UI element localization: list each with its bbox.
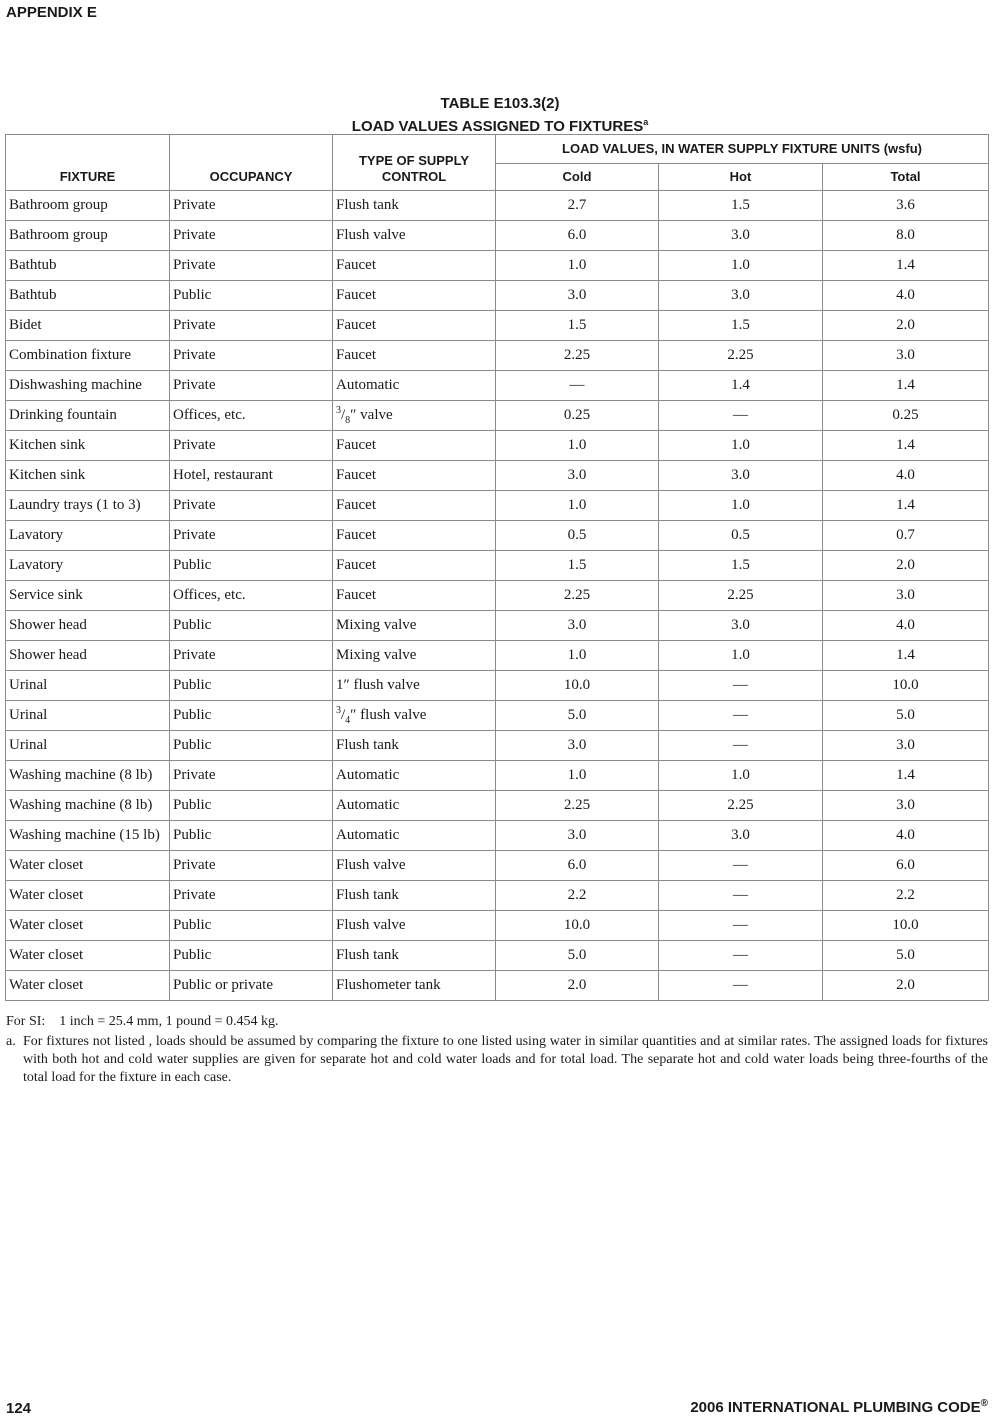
cell-cold: 2.0	[496, 971, 659, 1001]
cell-supply-control: Flush tank	[333, 881, 496, 911]
cell-occupancy: Private	[170, 251, 333, 281]
cell-supply-control: Flush valve	[333, 851, 496, 881]
table-row	[6, 881, 989, 911]
appendix-label: APPENDIX E	[6, 4, 97, 21]
table-row	[6, 581, 989, 611]
cell-occupancy: Private	[170, 641, 333, 671]
table-row	[6, 791, 989, 821]
footnote-si-conversion: For SI: 1 inch = 25.4 mm, 1 pound = 0.454 kg.	[6, 1014, 279, 1029]
cell-hot: 1.0	[659, 761, 823, 791]
table-row	[6, 821, 989, 851]
cell-fixture: Bathroom group	[6, 221, 170, 251]
table-header	[6, 135, 989, 191]
cell-supply-control: Faucet	[333, 431, 496, 461]
cell-cold: 3.0	[496, 281, 659, 311]
table-row	[6, 731, 989, 761]
cell-total: 3.0	[823, 731, 989, 761]
cell-occupancy: Public or private	[170, 971, 333, 1001]
cell-cold: 2.2	[496, 881, 659, 911]
cell-total: 1.4	[823, 431, 989, 461]
cell-supply-control: Flush valve	[333, 221, 496, 251]
cell-total: 1.4	[823, 251, 989, 281]
table-row	[6, 461, 989, 491]
footnote-a	[6, 1033, 988, 1087]
cell-fixture: Lavatory	[6, 551, 170, 581]
cell-total: 1.4	[823, 641, 989, 671]
cell-supply-control: Faucet	[333, 251, 496, 281]
fraction-numerator: 3	[336, 405, 341, 416]
footnote-a-text: For fixtures not listed , loads should be assumed by comparing the fixture to one listed using water in similar quantities and at similar rates. The assigned loads for fixtures with both hot and cold water supplies are given for separate hot and cold water loads and for total load. The separate hot and cold water loads being three-fourths of the total load for the fixture in each case.	[23, 1034, 988, 1085]
cell-occupancy: Private	[170, 311, 333, 341]
cell-supply-control: Faucet	[333, 341, 496, 371]
table-title	[0, 95, 1000, 136]
cell-supply-control: Flush tank	[333, 731, 496, 761]
footnote-a-marker: a.	[6, 1034, 16, 1049]
cell-hot: 3.0	[659, 461, 823, 491]
table-row	[6, 371, 989, 401]
cell-hot: —	[659, 911, 823, 941]
cell-supply-control: Flush tank	[333, 191, 496, 221]
cell-total: 0.25	[823, 401, 989, 431]
column-header-cold: Cold	[496, 164, 659, 191]
cell-supply-control: Faucet	[333, 281, 496, 311]
cell-supply-control: Faucet	[333, 311, 496, 341]
cell-fixture: Kitchen sink	[6, 461, 170, 491]
cell-occupancy: Hotel, restaurant	[170, 461, 333, 491]
cell-occupancy: Public	[170, 821, 333, 851]
cell-hot: 2.25	[659, 791, 823, 821]
cell-total: 8.0	[823, 221, 989, 251]
cell-hot: 3.0	[659, 821, 823, 851]
cell-fixture: Bathroom group	[6, 191, 170, 221]
cell-cold: 5.0	[496, 941, 659, 971]
cell-occupancy: Public	[170, 941, 333, 971]
cell-occupancy: Private	[170, 191, 333, 221]
cell-fixture: Bathtub	[6, 281, 170, 311]
table-row	[6, 911, 989, 941]
cell-cold: 2.7	[496, 191, 659, 221]
cell-occupancy: Private	[170, 521, 333, 551]
fraction-slash: /	[341, 707, 346, 723]
cell-occupancy: Private	[170, 221, 333, 251]
cell-hot: —	[659, 881, 823, 911]
cell-supply-control: Faucet	[333, 491, 496, 521]
cell-fixture: Lavatory	[6, 521, 170, 551]
cell-total: 1.4	[823, 371, 989, 401]
cell-hot: 1.5	[659, 311, 823, 341]
cell-total: 4.0	[823, 461, 989, 491]
cell-total: 5.0	[823, 701, 989, 731]
cell-hot: 3.0	[659, 221, 823, 251]
cell-supply-control	[333, 401, 496, 431]
cell-hot: 3.0	[659, 281, 823, 311]
cell-supply-control: Faucet	[333, 521, 496, 551]
cell-fixture: Water closet	[6, 851, 170, 881]
cell-hot: —	[659, 851, 823, 881]
cell-occupancy: Private	[170, 851, 333, 881]
table-row	[6, 341, 989, 371]
cell-supply-control: Mixing valve	[333, 641, 496, 671]
footnotes	[6, 1013, 988, 1087]
cell-occupancy: Private	[170, 761, 333, 791]
cell-total: 2.0	[823, 311, 989, 341]
cell-cold: 0.25	[496, 401, 659, 431]
table-title-footnote-marker: a	[643, 117, 649, 127]
cell-cold: 6.0	[496, 851, 659, 881]
cell-supply-control: Automatic	[333, 371, 496, 401]
cell-fixture: Drinking fountain	[6, 401, 170, 431]
cell-hot: 2.25	[659, 341, 823, 371]
cell-total: 10.0	[823, 911, 989, 941]
fraction-denominator: 4	[345, 715, 351, 726]
cell-cold: 2.25	[496, 581, 659, 611]
cell-total: 2.2	[823, 881, 989, 911]
table-row	[6, 941, 989, 971]
cell-supply-control: Automatic	[333, 761, 496, 791]
table-row	[6, 401, 989, 431]
cell-hot: —	[659, 971, 823, 1001]
book-title	[690, 1398, 988, 1416]
table-row	[6, 641, 989, 671]
cell-cold: 1.0	[496, 431, 659, 461]
cell-occupancy: Public	[170, 911, 333, 941]
supply-control-line2: CONTROL	[381, 169, 447, 184]
cell-total: 4.0	[823, 611, 989, 641]
cell-fixture: Washing machine (8 lb)	[6, 761, 170, 791]
cell-fixture: Shower head	[6, 611, 170, 641]
cell-occupancy: Public	[170, 701, 333, 731]
cell-cold: 1.0	[496, 761, 659, 791]
cell-occupancy: Private	[170, 431, 333, 461]
table-row	[6, 611, 989, 641]
cell-fixture: Dishwashing machine	[6, 371, 170, 401]
cell-supply-control: Flush tank	[333, 941, 496, 971]
table-row	[6, 971, 989, 1001]
cell-occupancy: Offices, etc.	[170, 581, 333, 611]
cell-fixture: Water closet	[6, 881, 170, 911]
cell-total: 4.0	[823, 281, 989, 311]
column-header-fixture: FIXTURE	[6, 135, 170, 191]
cell-fixture: Urinal	[6, 671, 170, 701]
table-row	[6, 551, 989, 581]
cell-cold: 5.0	[496, 701, 659, 731]
cell-total: 3.6	[823, 191, 989, 221]
cell-hot: 0.5	[659, 521, 823, 551]
registered-mark: ®	[980, 1398, 988, 1409]
cell-fixture: Bathtub	[6, 251, 170, 281]
cell-supply-control: Flush valve	[333, 911, 496, 941]
column-header-supply-control	[333, 135, 496, 191]
cell-total: 2.0	[823, 971, 989, 1001]
table-row	[6, 281, 989, 311]
table-row	[6, 521, 989, 551]
cell-cold: 3.0	[496, 461, 659, 491]
cell-supply-control: 1″ flush valve	[333, 671, 496, 701]
cell-total: 10.0	[823, 671, 989, 701]
cell-cold: 1.0	[496, 251, 659, 281]
column-header-occupancy: OCCUPANCY	[170, 135, 333, 191]
cell-supply-control: Automatic	[333, 821, 496, 851]
cell-hot: 1.5	[659, 551, 823, 581]
supply-control-line1: TYPE OF SUPPLY	[358, 153, 470, 168]
cell-cold: —	[496, 371, 659, 401]
cell-fixture: Washing machine (8 lb)	[6, 791, 170, 821]
cell-fixture: Kitchen sink	[6, 431, 170, 461]
column-header-total: Total	[823, 164, 989, 191]
cell-fixture: Water closet	[6, 971, 170, 1001]
cell-hot: 2.25	[659, 581, 823, 611]
cell-fixture: Water closet	[6, 911, 170, 941]
table-body	[6, 191, 989, 1001]
cell-hot: —	[659, 671, 823, 701]
cell-cold: 3.0	[496, 821, 659, 851]
cell-fixture: Water closet	[6, 941, 170, 971]
cell-total: 3.0	[823, 791, 989, 821]
load-values-table	[5, 134, 989, 1001]
cell-occupancy: Public	[170, 791, 333, 821]
cell-cold: 1.5	[496, 551, 659, 581]
table-row	[6, 491, 989, 521]
cell-occupancy: Offices, etc.	[170, 401, 333, 431]
cell-supply-control: Flushometer tank	[333, 971, 496, 1001]
table-caption	[0, 113, 1000, 136]
control-text: ″ valve	[350, 407, 393, 423]
cell-supply-control: Faucet	[333, 461, 496, 491]
cell-occupancy: Public	[170, 551, 333, 581]
cell-fixture: Urinal	[6, 731, 170, 761]
cell-fixture: Washing machine (15 lb)	[6, 821, 170, 851]
book-title-text: 2006 INTERNATIONAL PLUMBING CODE	[690, 1399, 981, 1416]
table-row	[6, 761, 989, 791]
cell-cold: 10.0	[496, 911, 659, 941]
cell-occupancy: Private	[170, 491, 333, 521]
table-row	[6, 191, 989, 221]
cell-hot: 1.0	[659, 491, 823, 521]
table-number: TABLE E103.3(2)	[440, 95, 560, 112]
table-row	[6, 851, 989, 881]
cell-fixture: Service sink	[6, 581, 170, 611]
cell-total: 3.0	[823, 341, 989, 371]
cell-occupancy: Private	[170, 341, 333, 371]
cell-hot: 3.0	[659, 611, 823, 641]
cell-hot: —	[659, 401, 823, 431]
cell-total: 5.0	[823, 941, 989, 971]
table-row	[6, 311, 989, 341]
cell-supply-control	[333, 701, 496, 731]
cell-total: 4.0	[823, 821, 989, 851]
cell-occupancy: Private	[170, 881, 333, 911]
cell-occupancy: Private	[170, 371, 333, 401]
page-number: 124	[6, 1400, 32, 1417]
cell-occupancy: Public	[170, 281, 333, 311]
cell-cold: 2.25	[496, 341, 659, 371]
table-row	[6, 701, 989, 731]
column-header-hot: Hot	[659, 164, 823, 191]
cell-cold: 6.0	[496, 221, 659, 251]
cell-fixture: Urinal	[6, 701, 170, 731]
fraction-denominator: 8	[345, 415, 351, 426]
cell-hot: 1.4	[659, 371, 823, 401]
cell-fixture: Shower head	[6, 641, 170, 671]
cell-cold: 0.5	[496, 521, 659, 551]
fraction-numerator: 3	[336, 705, 341, 716]
cell-cold: 1.0	[496, 491, 659, 521]
cell-cold: 3.0	[496, 731, 659, 761]
cell-hot: —	[659, 731, 823, 761]
table-row	[6, 671, 989, 701]
table-row	[6, 431, 989, 461]
cell-total: 1.4	[823, 491, 989, 521]
cell-hot: 1.5	[659, 191, 823, 221]
cell-occupancy: Public	[170, 671, 333, 701]
cell-hot: 1.0	[659, 431, 823, 461]
cell-fixture: Bidet	[6, 311, 170, 341]
cell-hot: 1.0	[659, 251, 823, 281]
cell-total: 3.0	[823, 581, 989, 611]
header-row-1	[6, 135, 989, 164]
fraction-slash: /	[341, 407, 346, 423]
cell-occupancy: Public	[170, 731, 333, 761]
cell-occupancy: Public	[170, 611, 333, 641]
cell-total: 2.0	[823, 551, 989, 581]
cell-cold: 1.0	[496, 641, 659, 671]
cell-fixture: Laundry trays (1 to 3)	[6, 491, 170, 521]
cell-total: 0.7	[823, 521, 989, 551]
cell-hot: —	[659, 941, 823, 971]
cell-cold: 10.0	[496, 671, 659, 701]
cell-total: 6.0	[823, 851, 989, 881]
cell-cold: 2.25	[496, 791, 659, 821]
control-text: ″ flush valve	[350, 707, 427, 723]
cell-supply-control: Faucet	[333, 581, 496, 611]
table-row	[6, 221, 989, 251]
table-row	[6, 251, 989, 281]
cell-supply-control: Mixing valve	[333, 611, 496, 641]
cell-hot: 1.0	[659, 641, 823, 671]
cell-supply-control: Faucet	[333, 551, 496, 581]
cell-cold: 1.5	[496, 311, 659, 341]
cell-fixture: Combination fixture	[6, 341, 170, 371]
cell-cold: 3.0	[496, 611, 659, 641]
cell-supply-control: Automatic	[333, 791, 496, 821]
table-caption-text: LOAD VALUES ASSIGNED TO FIXTURES	[351, 118, 644, 135]
cell-total: 1.4	[823, 761, 989, 791]
column-group-load-values: LOAD VALUES, IN WATER SUPPLY FIXTURE UNITS (wsfu)	[496, 135, 989, 164]
cell-hot: —	[659, 701, 823, 731]
